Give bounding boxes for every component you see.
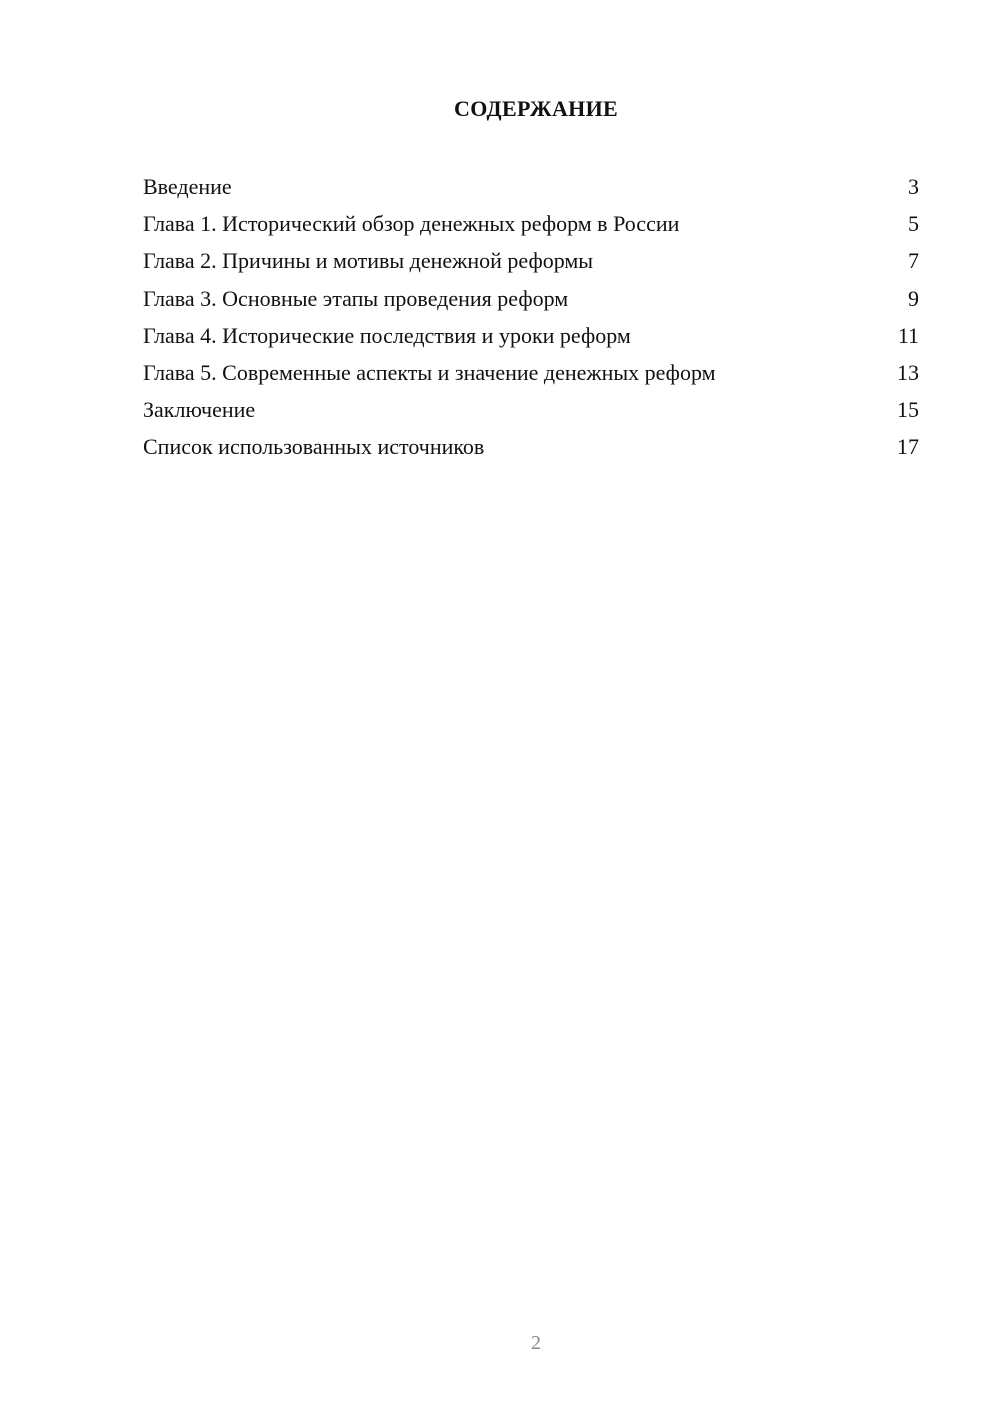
toc-entry [143, 428, 919, 465]
toc-entry-page: 11 [897, 322, 919, 348]
toc-entry-label: Глава 2. Причины и мотивы денежной реформы [143, 248, 594, 274]
toc-entry-page: 13 [897, 359, 919, 385]
toc-entry-label: Заключение [143, 397, 256, 423]
toc-entry [143, 280, 919, 317]
toc-entry-label: Глава 5. Современные аспекты и значение денежных реформ [143, 359, 716, 385]
toc-entry [143, 391, 919, 428]
toc-entry-label: Глава 1. Исторический обзор денежных реформ в России [143, 211, 680, 237]
table-of-contents [143, 168, 919, 466]
toc-entry-page: 5 [908, 211, 919, 237]
toc-entry [143, 242, 919, 279]
toc-entry-page: 7 [908, 248, 919, 274]
toc-entry-page: 15 [897, 397, 919, 423]
page-title: СОДЕРЖАНИЕ [454, 96, 618, 121]
toc-entry [143, 168, 919, 205]
toc-entry [143, 317, 919, 354]
toc-entry-label: Список использованных источников [143, 434, 485, 460]
toc-entry-page: 9 [908, 285, 919, 311]
toc-entry-label: Введение [143, 174, 232, 199]
toc-entry-page: 3 [908, 174, 919, 199]
toc-entry-label: Глава 4. Исторические последствия и уроки реформ [143, 322, 631, 348]
toc-entry [143, 205, 919, 242]
page-number: 2 [531, 1332, 541, 1354]
toc-entry [143, 354, 919, 391]
toc-entry-label: Глава 3. Основные этапы проведения реформ [143, 285, 569, 311]
toc-entry-page: 17 [897, 434, 919, 460]
